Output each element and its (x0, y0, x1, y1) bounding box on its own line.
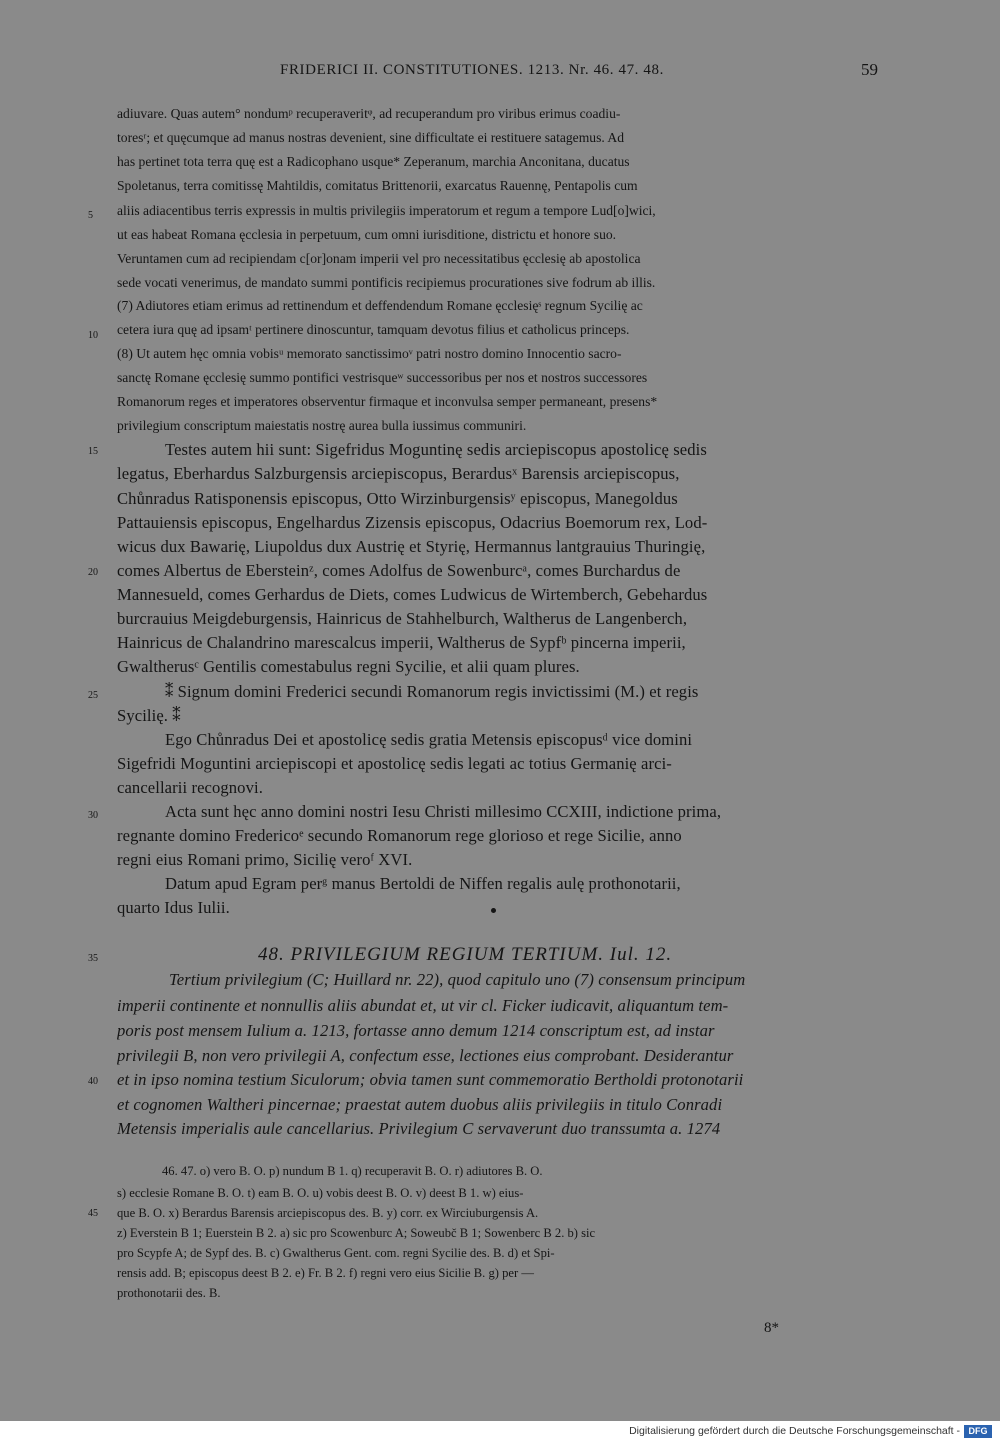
line-number: 10 (88, 330, 98, 341)
recognition-line: cancellarii recognovi. (117, 778, 263, 797)
witness-line: Chůnradus Ratisponensis episcopus, Otto Wirzinburgensisʸ episcopus, Manegoldus (117, 489, 678, 508)
dating-line: Acta sunt hęc anno domini nostri Iesu Christi millesimo CCXIII, indictione prima, (165, 802, 722, 821)
witness-line: burcrauius Meigdeburgensis, Hainricus de Stahhelburch, Waltherus de Langenberch, (117, 609, 688, 628)
dating-line: regni eius Romani primo, Sicilię veroᶠ XVI. (117, 850, 413, 869)
signature-mark: 8* (764, 1320, 779, 1336)
body-line: sede vocati venerimus, de mandato summi pontificis recipiemus procurationes sive fodrum ab illis. (117, 275, 656, 290)
intro-line: poris post mensem Iulium a. 1213, fortasse anno demum 1214 conscriptum est, ad instar (117, 1021, 715, 1040)
line-number: 30 (88, 810, 98, 821)
section-heading: 48. PRIVILEGIUM REGIUM TERTIUM. Iul. 12. (258, 944, 673, 965)
dating-line: Datum apud Egram perᵍ manus Bertoldi de Niffen regalis aulę prothonotarii, (165, 874, 681, 893)
footnote-line: s) ecclesie Romane B. O. t) eam B. O. u) vobis deest B. O. v) deest B 1. w) eius- (117, 1186, 524, 1200)
footnote-line: que B. O. x) Berardus Barensis arciepiscopus des. B. y) corr. ex Wirciuburgensis A. (117, 1206, 539, 1220)
running-title: FRIDERICI II. CONSTITUTIONES. 1213. Nr. 46. 47. 48. (280, 62, 664, 78)
line-number: 25 (88, 690, 98, 701)
body-line: aliis adiacentibus terris expressis in multis privilegiis imperatorum et regum a tempore Lud[o]wici, (117, 203, 656, 218)
signum-line: ⁑ Signum domini Frederici secundi Romanorum regis invictissimi (M.) et regis (165, 682, 699, 701)
signum-line: Sycilię. ⁑ (117, 706, 181, 725)
funding-credit: Digitalisierung gefördert durch die Deutsche Forschungsgemeinschaft - (629, 1425, 960, 1437)
line-number: 5 (88, 210, 93, 221)
footnote-line: rensis add. B; episcopus deest B 2. e) Fr. B 2. f) regni vero eius Sicilie B. g) per — (117, 1266, 534, 1280)
witness-line: wicus dux Bawarię, Liupoldus dux Austrię et Styrię, Hermannus lantgrauius Thuringię, (117, 537, 706, 556)
intro-line: privilegii B, non vero privilegii A, confectum esse, lectiones eius comprobant. Desiderantur (117, 1046, 734, 1065)
intro-line: imperii continente et nonnullis aliis abundat et, ut vir cl. Ficker iudicavit, aliquantum tem- (117, 996, 729, 1015)
running-header (0, 62, 1000, 86)
page-number: 59 (861, 60, 878, 79)
footnote-line: pro Scypfe A; de Sypf des. B. c) Gwaltherus Gent. com. regni Sycilie des. B. d) et Spi- (117, 1246, 555, 1260)
body-line: (8) Ut autem hęc omnia vobisᵘ memorato sanctissimoᵛ patri nostro domino Innocentio sacro- (117, 346, 622, 361)
line-number: 45 (88, 1208, 98, 1219)
intro-line: Metensis imperialis aule cancellarius. Privilegium C servaverunt duo transsumta a. 1274 (117, 1119, 721, 1138)
line-number: 15 (88, 446, 98, 457)
body-line: Spoletanus, terra comitissę Mahtildis, comitatus Brittenorii, exarcatus Rauennę, Pentapolis cum (117, 178, 638, 193)
witness-line: Hainricus de Chalandrino marescalcus imperii, Waltherus de Sypfᵇ pincerna imperii, (117, 633, 686, 652)
intro-line: et in ipso nomina testium Siculorum; obvia tamen sunt commemoratio Bertholdi protonotarii (117, 1070, 744, 1089)
dating-line: quarto Idus Iulii. (117, 898, 230, 917)
line-number: 40 (88, 1076, 98, 1087)
body-line: privilegium conscriptum maiestatis nostrę aurea bulla iussimus communiri. (117, 418, 527, 433)
intro-line: Tertium privilegium (C; Huillard nr. 22), quod capitulo uno (7) consensum principum (169, 970, 746, 989)
section-divider-dot (491, 908, 496, 913)
witness-line: comes Albertus de Ebersteinᶻ, comes Adolfus de Sowenburcᵃ, comes Burchardus de (117, 561, 681, 580)
recognition-line: Sigefridi Moguntini arciepiscopi et apostolicę sedis legati ac totius Germanię arci- (117, 754, 672, 773)
body-line: Romanorum reges et imperatores observentur firmaque et inconvulsa semper permaneant, presens* (117, 394, 658, 409)
digitization-footer (0, 1421, 1000, 1443)
witness-line: Gwaltherusᶜ Gentilis comestabulus regni Sycilie, et alii quam plures. (117, 657, 580, 676)
witness-line: Testes autem hii sunt: Sigefridus Moguntinę sedis arciepiscopus apostolicę sedis (165, 440, 707, 459)
witness-line: Pattauiensis episcopus, Engelhardus Zizensis episcopus, Odacrius Boemorum rex, Lod- (117, 513, 708, 532)
dfg-logo: DFG (964, 1425, 992, 1438)
witness-line: Mannesueld, comes Gerhardus de Diets, comes Ludwicus de Wirtemberch, Gebehardus (117, 585, 708, 604)
body-line: ut eas habeat Romana ęcclesia in perpetuum, cum omni iurisditione, districtu et honore suo. (117, 227, 617, 242)
line-number: 35 (88, 953, 98, 964)
line-number: 20 (88, 567, 98, 578)
body-line: Veruntamen cum ad recipiendam c[or]onam imperii vel pro necessitatibus ęcclesię ab apostolica (117, 251, 641, 266)
footnote-line: z) Everstein B 1; Euerstein B 2. a) sic pro Scowenburc A; Soweubč B 1; Sowenberc B 2. b) sic (117, 1226, 596, 1240)
footnote-line: prothonotarii des. B. (117, 1286, 221, 1300)
body-line: cetera iura quę ad ipsamᵗ pertinere dinoscuntur, tamquam devotus filius et catholicus princeps. (117, 322, 630, 337)
recognition-line: Ego Chůnradus Dei et apostolicę sedis gratia Metensis episcopusᵈ vice domini (165, 730, 693, 749)
body-line: adiuvare. Quas autem° nondumᵖ recuperaveritᵠ, ad recuperandum pro viribus erimus coadiu- (117, 106, 621, 121)
witness-line: legatus, Eberhardus Salzburgensis arciepiscopus, Berardusˣ Barensis arciepiscopus, (117, 464, 680, 483)
footnote-line: 46. 47. o) vero B. O. p) nundum B 1. q) recuperavit B. O. r) adiutores B. O. (162, 1164, 543, 1178)
body-line: sanctę Romane ęcclesię summo pontifici vestrisqueʷ successoribus per nos et nostros successores (117, 370, 648, 385)
intro-line: et cognomen Waltheri pincernae; praestat autem duobus aliis privilegiis in titulo Conradi (117, 1095, 723, 1114)
body-line: has pertinet tota terra quę est a Radicophano usque* Zeperanum, marchia Anconitana, ducatus (117, 154, 630, 169)
body-line: toresʳ; et quęcumque ad manus nostras devenient, sine difficultate ei restituere satagemus. Ad (117, 130, 625, 145)
body-line: (7) Adiutores etiam erimus ad rettinendum et deffendendum Romane ęcclesięˢ regnum Sycilię ac (117, 298, 643, 313)
dating-line: regnante domino Fredericoᵉ secundo Romanorum rege glorioso et rege Sicilie, anno (117, 826, 682, 845)
